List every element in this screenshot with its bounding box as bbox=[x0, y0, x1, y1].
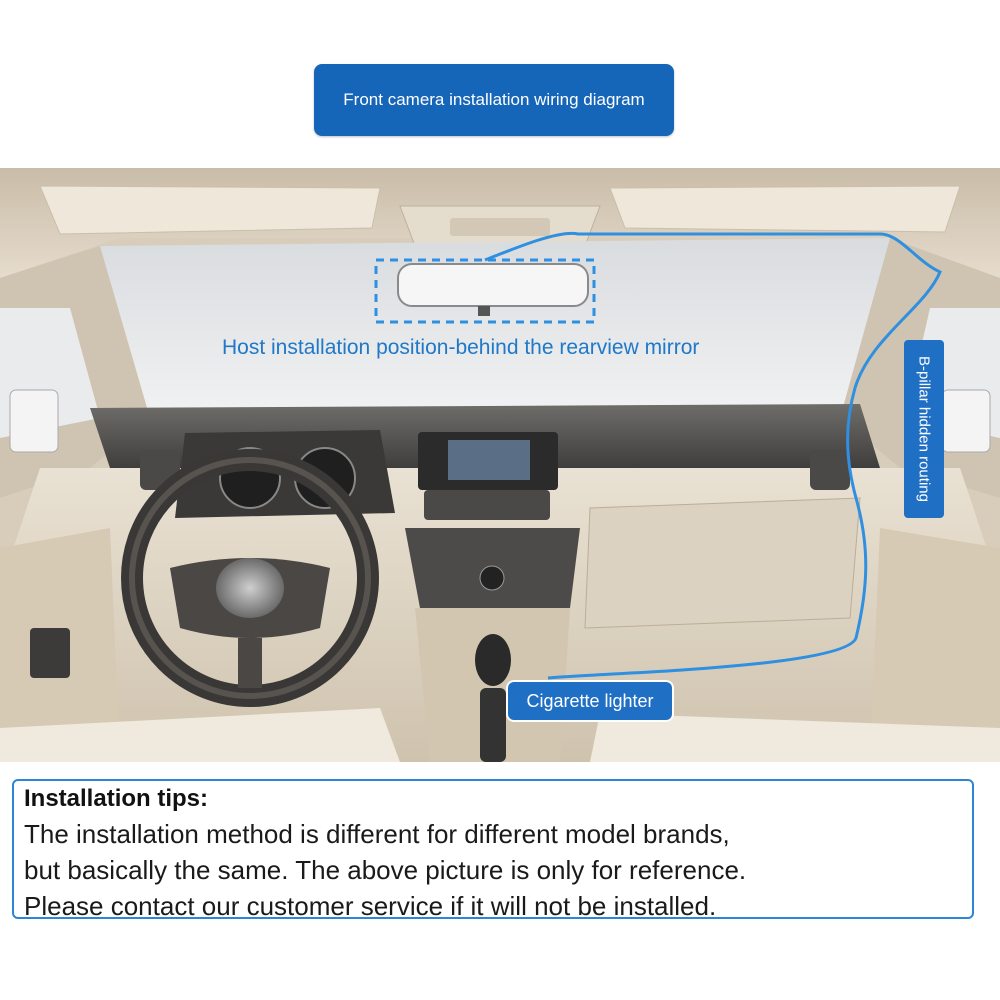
cigarette-lighter-label: Cigarette lighter bbox=[508, 682, 672, 720]
installation-tips-box bbox=[12, 779, 974, 919]
b-pillar-routing-text: B-pillar hidden routing bbox=[915, 356, 933, 502]
diagram-title: Front camera installation wiring diagram bbox=[343, 90, 645, 109]
tips-line: but basically the same. The above picture is only for reference. bbox=[24, 855, 747, 885]
car-interior-illustration bbox=[0, 168, 1000, 762]
tips-line: Please contact our customer service if it will not be installed. bbox=[24, 891, 717, 921]
tips-heading: Installation tips: bbox=[24, 785, 209, 812]
diagram-title-banner bbox=[314, 64, 674, 136]
host-position-caption: Host installation position-behind the rearview mirror bbox=[222, 336, 700, 359]
tips-line: The installation method is different for different model brands, bbox=[24, 819, 730, 849]
b-pillar-routing-label bbox=[904, 340, 944, 518]
